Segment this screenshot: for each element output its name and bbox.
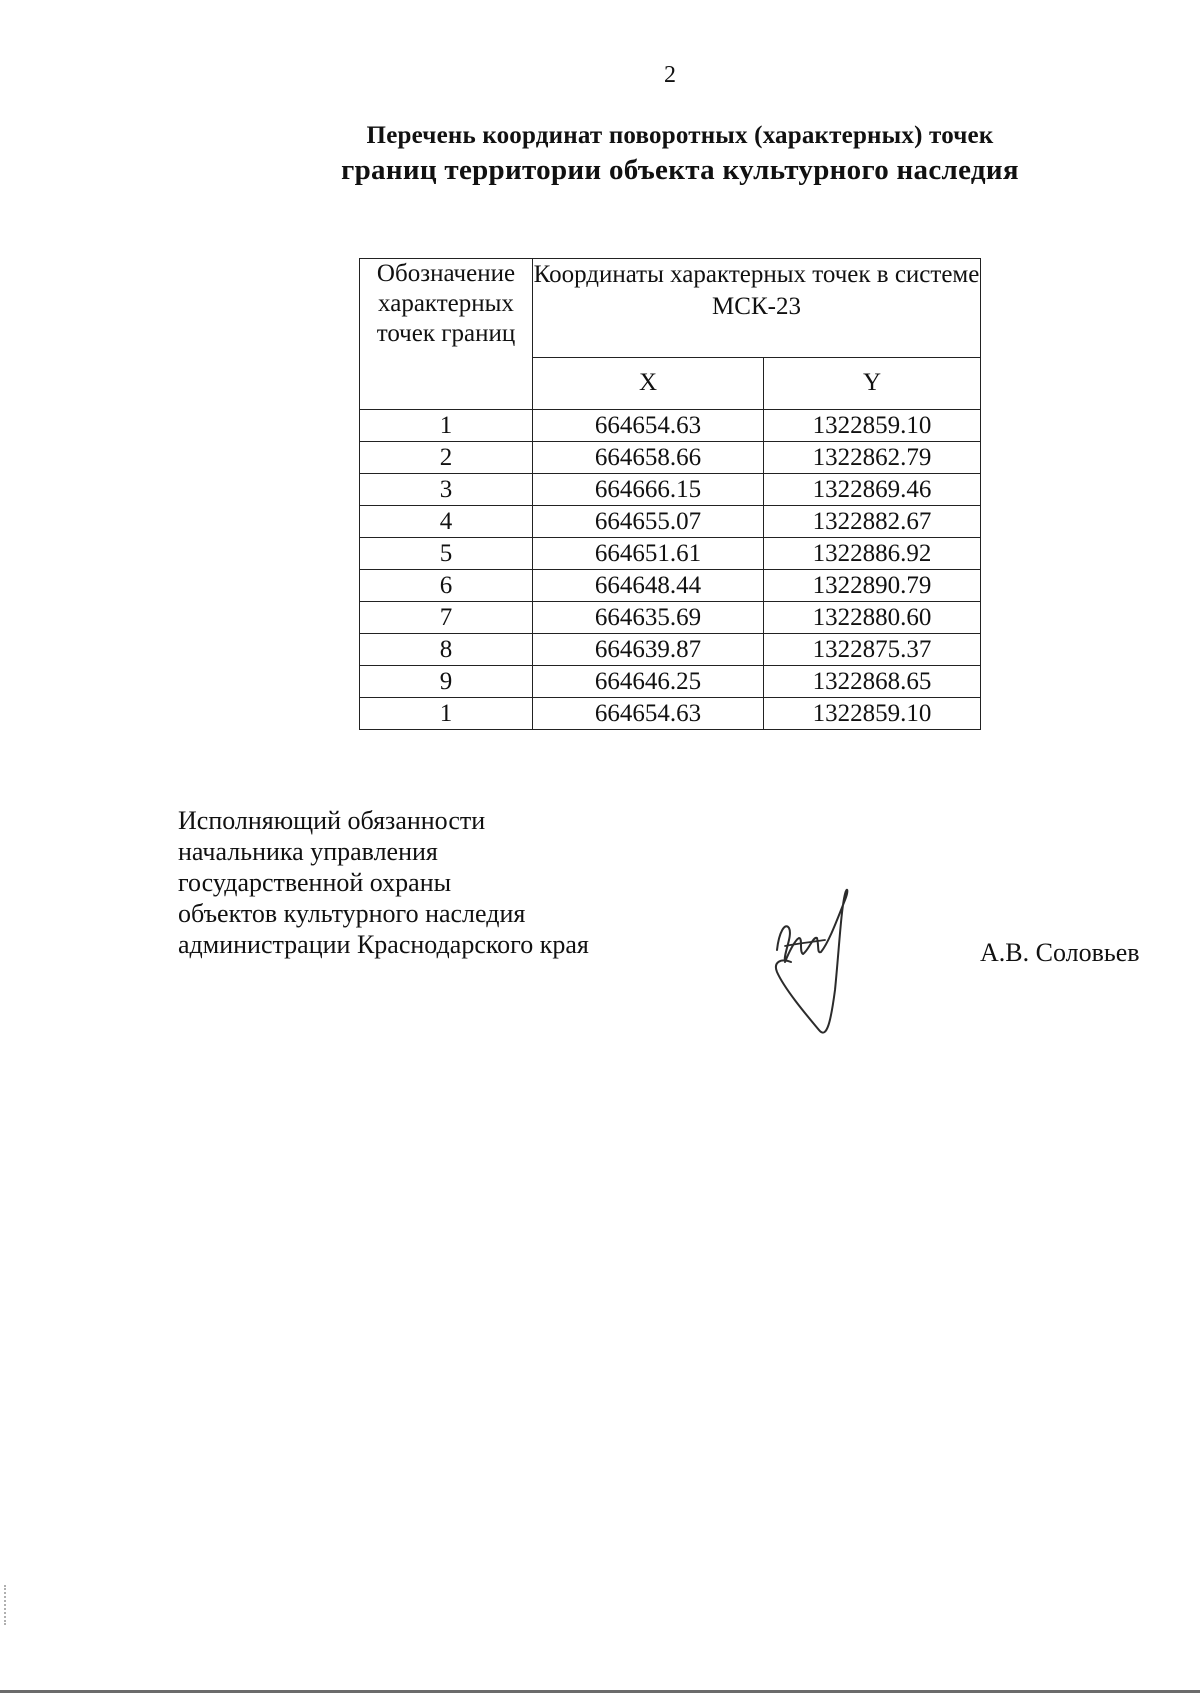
cell-y: 1322875.37 (764, 634, 981, 666)
page-number: 2 (664, 62, 676, 88)
table-row (360, 698, 981, 730)
scan-artifact (4, 1585, 8, 1625)
signer-position (178, 805, 589, 960)
cell-y: 1322859.10 (764, 698, 981, 730)
header-y: Y (764, 357, 981, 409)
document-title (300, 122, 1060, 187)
cell-point: 2 (360, 442, 533, 474)
cell-x: 664658.66 (533, 442, 764, 474)
cell-x: 664646.25 (533, 666, 764, 698)
cell-point: 9 (360, 666, 533, 698)
cell-x: 664639.87 (533, 634, 764, 666)
cell-point: 4 (360, 506, 533, 538)
cell-point: 1 (360, 698, 533, 730)
table-row (360, 538, 981, 570)
header-coordinates: Координаты характерных точек в системе МСК-23 (533, 259, 981, 358)
coordinates-table (359, 258, 981, 730)
title-line-1: Перечень координат поворотных (характерных) точек (366, 122, 994, 149)
cell-point: 3 (360, 474, 533, 506)
table-row (360, 602, 981, 634)
cell-x: 664654.63 (533, 698, 764, 730)
table-row (360, 410, 981, 442)
title-line-2: границ территории объекта культурного наследия (341, 154, 1019, 186)
signer-position-line: объектов культурного наследия (178, 899, 526, 928)
cell-point: 8 (360, 634, 533, 666)
signer-position-line: администрации Краснодарского края (178, 930, 589, 959)
signer-name: А.В. Соловьев (980, 938, 1140, 967)
signer-position-line: государственной охраны (178, 868, 452, 897)
cell-point: 6 (360, 570, 533, 602)
table-row (360, 506, 981, 538)
cell-y: 1322886.92 (764, 538, 981, 570)
header-point-designation: Обозначение характерных точек границ (360, 259, 533, 410)
cell-x: 664635.69 (533, 602, 764, 634)
cell-y: 1322869.46 (764, 474, 981, 506)
signer-position-line: начальника управления (178, 837, 438, 866)
cell-point: 7 (360, 602, 533, 634)
cell-point: 1 (360, 410, 533, 442)
table-row (360, 474, 981, 506)
table-row (360, 634, 981, 666)
table-row (360, 570, 981, 602)
cell-x: 664651.61 (533, 538, 764, 570)
cell-point: 5 (360, 538, 533, 570)
cell-x: 664654.63 (533, 410, 764, 442)
cell-x: 664655.07 (533, 506, 764, 538)
cell-y: 1322868.65 (764, 666, 981, 698)
cell-x: 664648.44 (533, 570, 764, 602)
cell-y: 1322882.67 (764, 506, 981, 538)
handwritten-signature (755, 880, 875, 1040)
header-x: X (533, 357, 764, 409)
cell-x: 664666.15 (533, 474, 764, 506)
cell-y: 1322880.60 (764, 602, 981, 634)
signer-position-line: Исполняющий обязанности (178, 806, 486, 835)
cell-y: 1322859.10 (764, 410, 981, 442)
table-row (360, 442, 981, 474)
cell-y: 1322862.79 (764, 442, 981, 474)
cell-y: 1322890.79 (764, 570, 981, 602)
scan-edge-line (0, 1690, 1200, 1693)
table-row (360, 666, 981, 698)
